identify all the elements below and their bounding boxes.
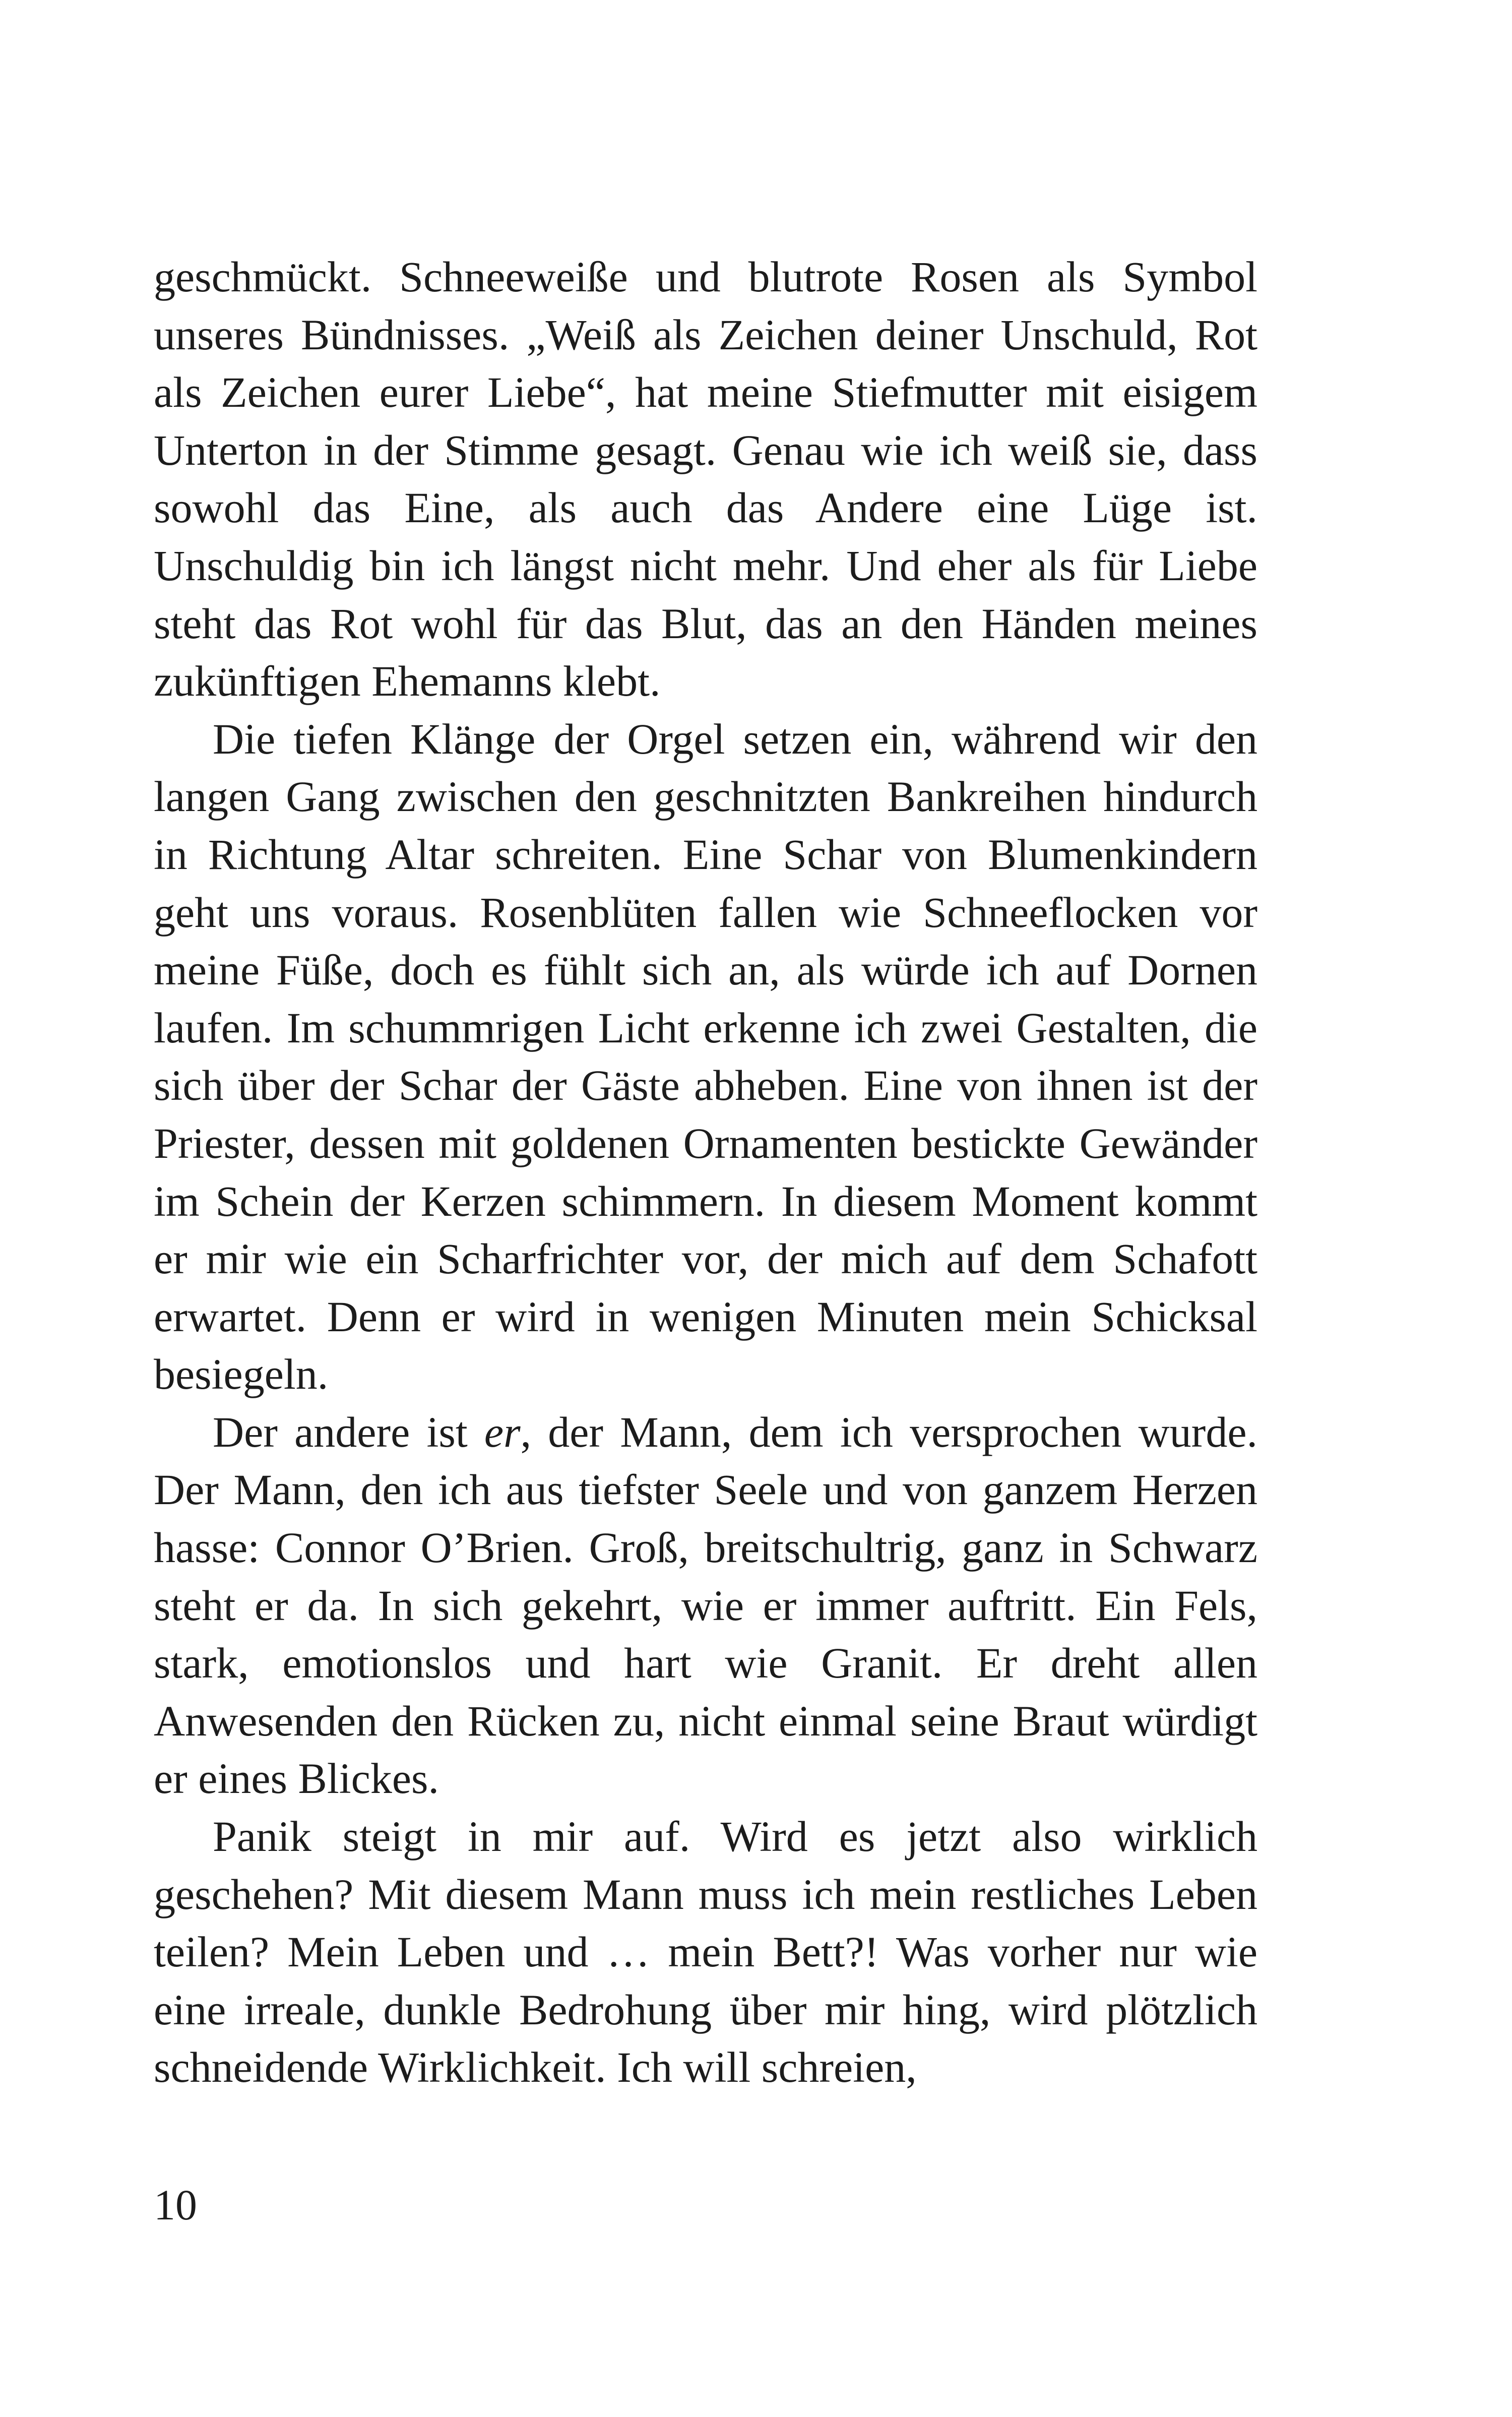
paragraph-text: , der Mann, dem ich versprochen wurde. Der Mann, den ich aus tiefster Seele und von ganzem Herzen hasse: Connor O’Brien. Groß, breitschultrig, ganz in Schwarz steht er da. In sich gekehrt, wie er immer auftritt. Ein Fels, stark, emotionslos und hart wie Granit. Er dreht allen Anwesenden den Rücken zu, nicht einmal seine Braut würdigt er eines Blickes.	[154, 1407, 1257, 1803]
page-number: 10	[154, 2181, 197, 2229]
paragraph	[154, 1808, 1257, 2096]
paragraph	[154, 248, 1257, 710]
paragraph	[154, 710, 1257, 1403]
paragraph	[154, 1403, 1257, 1808]
paragraph-text: Der andere ist	[213, 1407, 484, 1456]
italic-text: er	[484, 1407, 521, 1456]
paragraph-text: Die tiefen Klänge der Orgel setzen ein, während wir den langen Gang zwischen den geschnitzten Bankreihen hindurch in Richtung Altar schreiten. Eine Schar von Blumenkindern geht uns voraus. Rosenblüten fallen wie Schneeflocken vor meine Füße, doch es fühlt sich an, als würde ich auf Dornen laufen. Im schummrigen Licht erkenne ich zwei Gestalten, die sich über der Schar der Gäste abheben. Eine von ihnen ist der Priester, dessen mit goldenen Ornamenten bestickte Gewänder im Schein der Kerzen schimmern. In diesem Moment kommt er mir wie ein Scharfrichter vor, der mich auf dem Schafott erwartet. Denn er wird in wenigen Minuten mein Schicksal besiegeln.	[154, 714, 1257, 1399]
paragraph-text: Panik steigt in mir auf. Wird es jetzt also wirklich geschehen? Mit diesem Mann muss ich mein restliches Leben teilen? Mein Leben und … mein Bett?! Was vorher nur wie eine irreale, dunkle Bedrohung über mir hing, wird plötzlich schneidende Wirklichkeit. Ich will schreien,	[154, 1812, 1257, 2092]
paragraph-text: geschmückt. Schneeweiße und blutrote Rosen als Symbol unseres Bündnisses. „Weiß als Zeichen deiner Unschuld, Rot als Zeichen eurer Liebe“, hat meine Stiefmutter mit eisigem Unterton in der Stimme gesagt. Genau wie ich weiß sie, dass sowohl das Eine, als auch das Andere eine Lüge ist. Unschuldig bin ich längst nicht mehr. Und eher als für Liebe steht das Rot wohl für das Blut, das an den Händen meines zukünftigen Ehemanns klebt.	[154, 253, 1257, 706]
body-text	[154, 248, 1257, 2096]
